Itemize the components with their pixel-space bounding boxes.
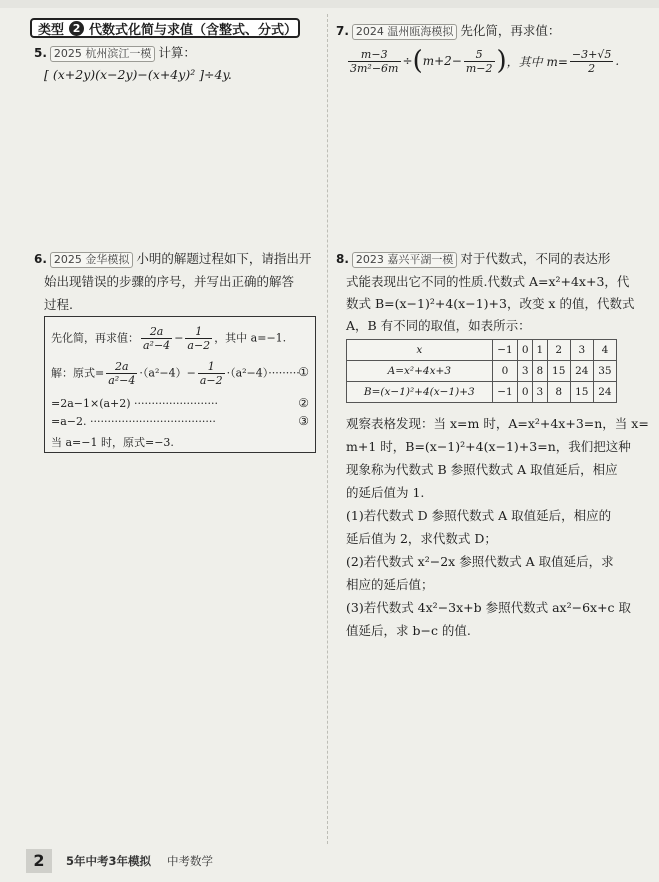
q8-line-1 bbox=[336, 248, 610, 270]
table-cell: 24 bbox=[593, 382, 616, 403]
q7-source-tag: 2024 温州瓯海模拟 bbox=[352, 24, 458, 40]
book-title: 5年中考3年模拟 bbox=[66, 854, 152, 868]
q6-frac-2-num: 1 bbox=[185, 325, 212, 339]
q8-text-4: A，B 有不同的取值，如表所示： bbox=[346, 318, 531, 333]
q6-box-line-3: =2a−1×(a+2) ························ bbox=[51, 397, 218, 410]
q5-instruction: 计算： bbox=[158, 45, 196, 60]
q6-text-1: 小明的解题过程如下，请指出开 bbox=[136, 251, 312, 266]
q6-frac-1 bbox=[141, 325, 172, 352]
q7-condition: ，其中 m= bbox=[506, 54, 568, 69]
q6-line-1 bbox=[34, 248, 311, 270]
table-row bbox=[347, 340, 617, 361]
q8-number: 8. bbox=[336, 252, 349, 266]
table-cell: B=(x−1)²+4(x−1)+3 bbox=[347, 382, 493, 403]
q7-frac-3-den: 2 bbox=[588, 61, 596, 75]
q5-number: 5. bbox=[34, 46, 47, 60]
table-header-cell: 0 bbox=[518, 340, 533, 361]
q7-frac-3 bbox=[570, 48, 613, 75]
q8-text-2: 式能表现出它不同的性质.代数式 A=x²+4x+3，代 bbox=[346, 274, 630, 289]
q8-para-3: 现象称为代数式 B 参照代数式 A 取值延后，相应 bbox=[346, 462, 618, 477]
table-cell: 15 bbox=[570, 382, 593, 403]
q6-minus: − bbox=[174, 331, 184, 345]
table-cell: 15 bbox=[547, 361, 570, 382]
footer-brand bbox=[66, 853, 213, 869]
q8-sub-2a: (2)若代数式 x²−2x 参照代数式 A 取值延后，求 bbox=[346, 554, 614, 569]
step-marker-3: ③ bbox=[298, 414, 309, 428]
q7-expression bbox=[346, 46, 619, 76]
table-cell: 8 bbox=[533, 361, 548, 382]
q7-frac-3-num: −3+√5 bbox=[571, 47, 612, 61]
table-header-cell: 3 bbox=[570, 340, 593, 361]
q8-sub-1b: 延后值为 2，求代数式 D； bbox=[346, 531, 497, 546]
table-cell: 0 bbox=[492, 361, 518, 382]
step-marker-2: ② bbox=[298, 396, 309, 410]
subject-label: 中考数学 bbox=[167, 854, 214, 868]
q8-sub-1a: (1)若代数式 D 参照代数式 A 取值延后，相应的 bbox=[346, 508, 612, 523]
q5-expression: [ (x+2y)(x−2y)−(x+4y)² ]÷4y. bbox=[44, 67, 232, 82]
q6-mid-2: ·（a²−4）········· bbox=[226, 366, 300, 380]
section-type-label: 类型 bbox=[38, 22, 65, 38]
table-row bbox=[347, 361, 617, 382]
q8-sub-3a: (3)若代数式 4x²−3x+b 参照代数式 ax²−6x+c 取 bbox=[346, 600, 632, 615]
table-cell: 8 bbox=[547, 382, 570, 403]
column-divider bbox=[327, 14, 328, 844]
q7-frac-1 bbox=[348, 48, 401, 75]
page-number: 2 bbox=[26, 849, 52, 873]
q6-box-line-1 bbox=[51, 325, 286, 352]
q7-end: . bbox=[615, 54, 620, 68]
table-row bbox=[347, 382, 617, 403]
table-header-cell: 4 bbox=[593, 340, 616, 361]
q6-frac-2 bbox=[185, 325, 212, 352]
q6-frac-4-den: a−2 bbox=[199, 374, 223, 387]
q6-frac-4 bbox=[198, 360, 225, 387]
q7-header bbox=[336, 20, 560, 42]
top-edge bbox=[0, 0, 659, 8]
section-number-badge: 2 bbox=[69, 21, 84, 36]
q8-source-tag: 2023 嘉兴平湖一模 bbox=[352, 252, 458, 268]
table-cell: −1 bbox=[492, 382, 518, 403]
q8-value-table bbox=[346, 339, 617, 403]
q7-left-paren: ( bbox=[412, 46, 423, 76]
q6-box-prompt: 先化简，再求值： bbox=[51, 331, 139, 345]
table-cell: 3 bbox=[533, 382, 548, 403]
table-cell: 35 bbox=[593, 361, 616, 382]
q6-box-line-4: =a−2. ···································· bbox=[51, 415, 216, 428]
q7-divide: ÷ bbox=[402, 54, 413, 68]
q7-right-paren: ) bbox=[496, 46, 507, 76]
q8-text-3: 数式 B=(x−1)²+4(x−1)+3，改变 x 的值，代数式 bbox=[346, 296, 635, 311]
table-header-cell: 1 bbox=[533, 340, 548, 361]
q6-frac-3-den: a²−4 bbox=[108, 374, 136, 387]
table-cell: 0 bbox=[518, 382, 533, 403]
q7-paren-expr: m+2− bbox=[422, 54, 462, 68]
q6-solution-start: 解：原式= bbox=[51, 366, 105, 380]
q6-source-tag: 2025 金华模拟 bbox=[50, 252, 134, 268]
table-cell: A=x²+4x+3 bbox=[347, 361, 493, 382]
q8-text-1: 对于代数式，不同的表达形 bbox=[460, 251, 611, 266]
q6-text-3: 过程. bbox=[44, 297, 73, 312]
section-header bbox=[30, 18, 300, 38]
q6-box-line-2 bbox=[51, 360, 300, 387]
q6-frac-2-den: a−2 bbox=[187, 339, 211, 352]
q5-source-tag: 2025 杭州滨江一模 bbox=[50, 46, 156, 62]
q7-frac-1-den: 3m²−6m bbox=[350, 61, 399, 75]
q6-frac-3-num: 2a bbox=[106, 360, 137, 374]
q6-box-line-5: 当 a=−1 时，原式=−3. bbox=[51, 436, 174, 449]
q6-mid-1: ·（a²−4）− bbox=[139, 366, 196, 380]
table-header-cell: −1 bbox=[492, 340, 518, 361]
q6-frac-4-num: 1 bbox=[198, 360, 225, 374]
q6-box-condition: ，其中 a=−1. bbox=[214, 331, 287, 345]
q6-solution-box bbox=[44, 316, 316, 453]
q8-para-1: 观察表格发现：当 x=m 时，A=x²+4x+3=n，当 x= bbox=[346, 416, 649, 431]
q8-sub-3b: 值延后，求 b−c 的值. bbox=[346, 623, 471, 638]
q5-header bbox=[34, 42, 196, 64]
q7-instruction: 先化简，再求值： bbox=[460, 23, 561, 38]
q6-number: 6. bbox=[34, 252, 47, 266]
q6-text-2: 始出现错误的步骤的序号，并写出正确的解答 bbox=[44, 274, 295, 289]
q8-para-4: 的延后值为 1. bbox=[346, 485, 425, 500]
q7-frac-2-den: m−2 bbox=[465, 61, 493, 75]
q8-para-2: m+1 时，B=(x−1)²+4(x−1)+3=n，我们把这种 bbox=[346, 439, 631, 454]
q6-frac-3 bbox=[106, 360, 137, 387]
q6-frac-1-num: 2a bbox=[141, 325, 172, 339]
q8-sub-2b: 相应的延后值； bbox=[346, 577, 434, 592]
q7-frac-1-num: m−3 bbox=[348, 48, 401, 62]
section-title: 代数式化简与求值（含整式、分式） bbox=[89, 22, 298, 38]
q7-frac-2 bbox=[464, 48, 495, 75]
q7-frac-2-num: 5 bbox=[464, 48, 495, 62]
q7-number: 7. bbox=[336, 24, 349, 38]
table-cell: 3 bbox=[518, 361, 533, 382]
table-header-cell: 2 bbox=[547, 340, 570, 361]
table-cell: 24 bbox=[570, 361, 593, 382]
q6-frac-1-den: a²−4 bbox=[143, 339, 171, 352]
step-marker-1: ① bbox=[298, 365, 309, 379]
table-header-cell: x bbox=[347, 340, 493, 361]
